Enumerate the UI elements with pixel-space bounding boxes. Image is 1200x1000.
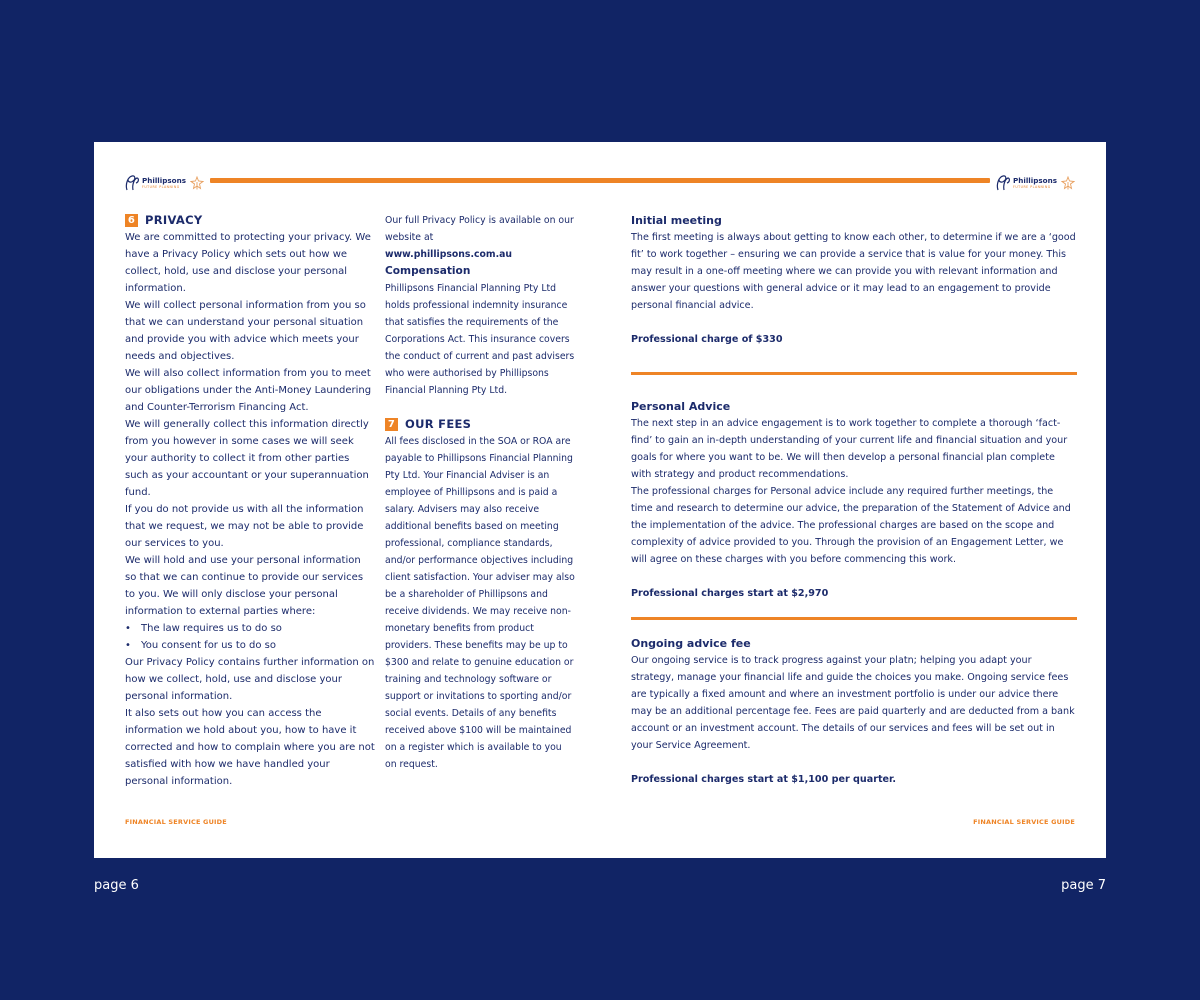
page-number-left: page 6 [94,878,139,893]
leaf-emblem-icon [1061,176,1075,190]
section-number: 7 [385,418,398,431]
fees-heading [385,416,575,433]
list-item: • You consent for us to do so [125,637,375,654]
privacy-paragraph: We will hold and use your personal information so that we can continue to provide our services to you. We will only disclose your personal information to external parties where: [125,555,364,617]
website-link[interactable]: www.phillipsons.com.au [385,249,512,260]
initial-meeting-heading: Initial meeting [631,214,722,227]
section-number: 6 [125,214,138,227]
footer-label-right: FINANCIAL SERVICE GUIDE [973,818,1075,826]
page-number-right: page 7 [1061,878,1106,893]
disclosure-list [125,620,375,654]
section-title: OUR FEES [405,417,472,431]
brand-name: Phillipsons [142,176,186,186]
personal-advice-heading: Personal Advice [631,400,731,413]
privacy-column [125,212,375,790]
personal-advice-text: The next step in an advice engagement is to work together to complete a thorough ‘fact-find’ to gain an in-depth understanding of your current life and financial situation and your goals for where you want to be. We will then develop a personal financial plan complete with strategy and product recommendations. [631,418,1068,480]
privacy-paragraph: We will also collect information from you to meet our obligations under the Anti-Money Laundering and Counter-Terrorism Financing Act. [125,368,372,413]
compensation-heading: Compensation [385,265,471,277]
ongoing-fee-charge: Professional charges start at $1,100 per quarter. [631,774,897,785]
fees-text: All fees disclosed in the SOA or ROA are payable to Phillipsons Financial Planning Pty Ltd. Your Financial Adviser is an employee of Phillipsons and is paid a salary. Advisers may also receive additional benefits based on meeting professional, compliance standards, and/or performance objectives including client satisfaction. Your adviser may also be a shareholder of Phillipsons and receive dividends. We may receive non-monetary benefits from product providers. These benefits may be up to $300 and relate to genuine education or training and technology software or support or invitations to sporting and/or social events. Details of any benefits received above $100 will be maintained on a register which is available to you on request. [385,436,575,770]
logo-text [142,177,186,188]
fee-details-column [631,212,1077,788]
privacy-paragraph: If you do not provide us with all the information that we request, we may not be able to provide our services to you. [125,504,364,549]
privacy-paragraph: It also sets out how you can access the information we hold about you, how to have it corrected and how to complain where you are not satisfied with how we have handled your personal information. [125,708,375,787]
brand-tagline: FUTURE PLANNING [1013,184,1051,189]
brochure-spread [94,142,1106,858]
privacy-paragraph: Our Privacy Policy contains further information on how we collect, hold, use and disclose your personal information. [125,657,375,702]
brand-tagline: FUTURE PLANNING [142,184,180,189]
logo-right [995,174,1075,192]
initial-meeting-text: The first meeting is always about getting to know each other, to determine if we are a ‘good fit’ to work together – ensuring we can provide a service that is value for your money. This may result in a one-off meeting where we can provide you with relevant information and answer your questions with general advice or it may lead to an engagement to provide personal financial advice. [631,232,1076,311]
brand-name: Phillipsons [1013,176,1057,186]
logo-left [124,174,204,192]
section-title: PRIVACY [145,213,203,227]
privacy-paragraph: We will collect personal information from you so that we can understand your personal situation and provide you with advice which meets your needs and objectives. [125,300,366,362]
privacy-paragraph: We will generally collect this information directly from you however in some cases we will seek your authority to collect it from other parties such as your accountant or your superannuation fund. [125,419,369,498]
header-rule [210,178,990,183]
personal-advice-charge: Professional charges start at $2,970 [631,588,829,599]
initial-meeting-charge: Professional charge of $330 [631,334,783,345]
phillipsons-monogram-icon [124,174,140,192]
privacy-paragraph: We are committed to protecting your privacy. We have a Privacy Policy which sets out how we collect, hold, use and disclose your personal information. [125,232,371,294]
privacy-policy-text: Our full Privacy Policy is available on our website at [385,215,574,243]
personal-advice-text: The professional charges for Personal advice include any required further meetings, the time and research to determine our advice, the preparation of the Statement of Advice and the implementation of the advice. The professional charges are based on the scope and complexity of advice provided to you. Through the provision of an Engagement Letter, we will agree on these charges with you before commencing this work. [631,486,1071,565]
leaf-emblem-icon [190,176,204,190]
list-item: • The law requires us to do so [125,620,375,637]
logo-text [1013,177,1057,188]
ongoing-fee-text: Our ongoing service is to track progress against your platn; helping you adapt your strategy, manage your financial life and guide the choices you make. Ongoing service fees are typically a fixed amount and where an investment portfolio is under our advice there may be an additional percentage fee. Fees are paid quarterly and are deducted from a bank account or an investment account. The details of our services and fees will be set out in your Service Agreement. [631,655,1075,751]
compensation-text: Phillipsons Financial Planning Pty Ltd holds professional indemnity insurance that satisfies the requirements of the Corporations Act. This insurance covers the conduct of current and past advisers who were authorised by Phillipsons Financial Planning Pty Ltd. [385,283,575,396]
ongoing-fee-heading: Ongoing advice fee [631,637,751,650]
footer-label-left: FINANCIAL SERVICE GUIDE [125,818,227,826]
fees-column [385,212,575,773]
privacy-heading [125,212,375,229]
phillipsons-monogram-icon [995,174,1011,192]
